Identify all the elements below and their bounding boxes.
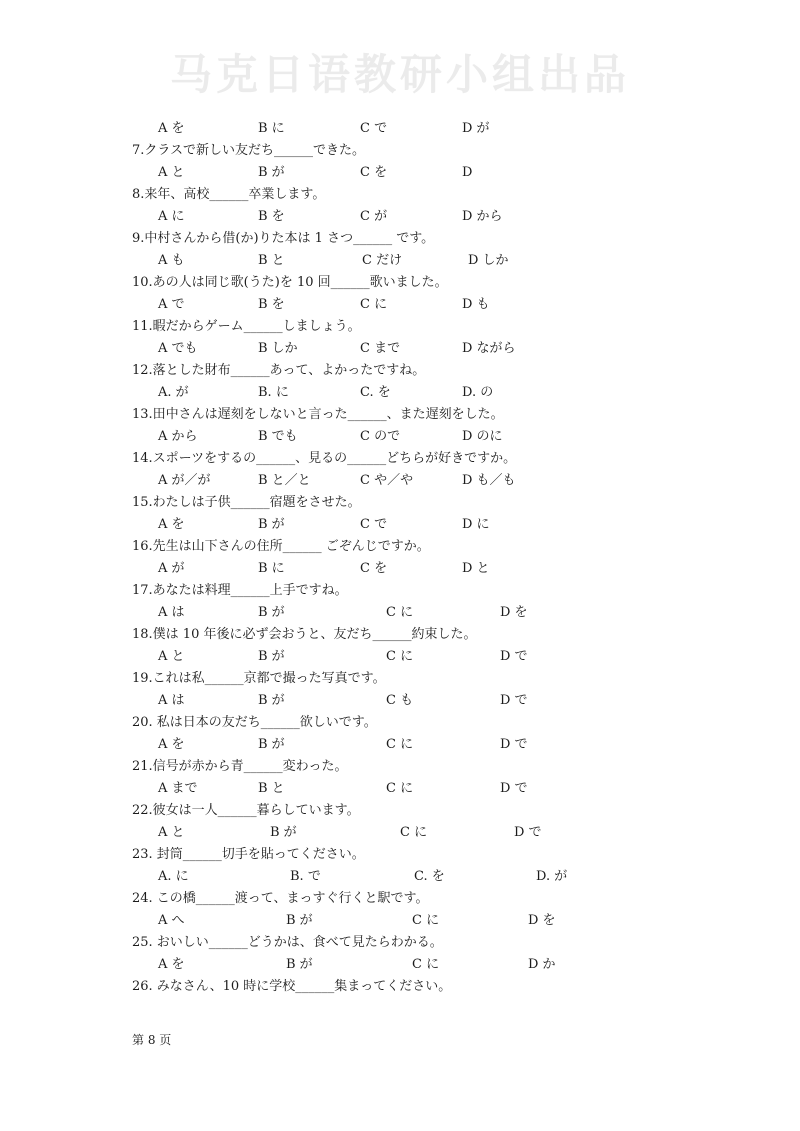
option-a: A と [158,649,185,664]
option-b: B が [270,825,297,840]
option-a: A. に [158,869,189,884]
answer-options [0,910,800,932]
option-d: D を [528,913,556,928]
option-d: D が [462,121,490,136]
option-c: C に [386,649,414,664]
option-a: A から [158,429,198,444]
option-d: D を [500,605,528,620]
question-text: 17.あなたは料理______上手ですね。 [132,583,348,598]
option-a: A が／が [158,473,211,488]
option-c: C. を [414,869,445,884]
question-text: 9.中村さんから借(か)りた本は 1 さつ______ です。 [132,231,435,246]
option-d: D で [500,781,528,796]
option-d: D で [514,825,542,840]
option-b: B が [258,517,285,532]
option-a: A が [158,561,185,576]
question-text: 8.来年、高校______卒業します。 [132,187,326,202]
question-text: 25. おいしい______どうかは、食べて見たらわかる。 [132,935,443,950]
answer-options [0,558,800,580]
option-c: C まで [360,341,401,356]
option-b: B を [258,209,285,224]
answer-options [0,690,800,712]
option-d: D から [462,209,503,224]
question-text: 13.田中さんは遅刻をしないと言った______、また遅刻をした。 [132,407,504,422]
option-c: C に [386,737,414,752]
option-a: A で [158,297,185,312]
answer-options [0,470,800,492]
option-a: A と [158,825,185,840]
question-text: 24. この橋______渡って、まっすぐ行くと駅です。 [132,891,429,906]
option-b: B でも [258,429,298,444]
option-d: D で [500,693,528,708]
option-b: B が [258,737,285,752]
option-b: B. で [290,869,321,884]
option-c: C に [412,957,440,972]
question-text: 11.暇だからゲーム______しましょう。 [132,319,361,334]
option-a: A も [158,253,185,268]
option-b: B. に [258,385,289,400]
option-b: B に [258,561,285,576]
option-a: A は [158,693,185,708]
answer-options [0,426,800,448]
option-d: D に [462,517,490,532]
question-text: 19.これは私______京都で撮った写真です。 [132,671,386,686]
option-a: A を [158,121,185,136]
exercise-list [0,118,800,998]
option-a: A を [158,737,185,752]
option-d: D も／も [462,473,516,488]
option-d: D で [500,737,528,752]
question-text: 23. 封筒______切手を貼ってください。 [132,847,365,862]
option-b: B と [258,781,285,796]
option-d: D で [500,649,528,664]
question-text: 20. 私は日本の友だち______欲しいです。 [132,715,377,730]
answer-options [0,602,800,624]
option-d: D. が [536,869,568,884]
option-b: B と／と [258,473,311,488]
option-c: C. を [360,385,391,400]
question-text: 10.あの人は同じ歌(うた)を 10 回______歌いました。 [132,275,448,290]
answer-options [0,514,800,536]
watermark: 马克日语教研小组出品 [169,50,630,99]
option-c: C を [360,165,388,180]
option-a: A は [158,605,185,620]
answer-options [0,338,800,360]
option-b: B が [258,165,285,180]
question-text: 14.スポーツをするの______、見るの______どちらが好きですか。 [132,451,517,466]
option-a: A を [158,517,185,532]
option-b: B に [258,121,285,136]
option-c: C に [360,297,388,312]
answer-options [0,954,800,976]
option-d: D しか [468,253,509,268]
answer-options [0,822,800,844]
option-b: B と [258,253,285,268]
option-b: B が [258,693,285,708]
answer-options [0,206,800,228]
question-text: 21.信号が赤から青______変わった。 [132,759,348,774]
option-d: D のに [462,429,503,444]
option-b: B が [286,913,313,928]
option-c: C で [360,517,388,532]
option-c: C を [360,561,388,576]
option-c: C に [400,825,428,840]
option-d: D [462,165,473,180]
option-c: C だけ [362,253,403,268]
question-text: 7.クラスで新しい友だち______できた。 [132,143,366,158]
answer-options [0,382,800,404]
option-b: B が [258,649,285,664]
option-a: A に [158,209,185,224]
option-a: A まで [158,781,198,796]
option-d: D と [462,561,490,576]
question-text: 16.先生は山下さんの住所______ ごぞんじですか。 [132,539,430,554]
option-d: D. の [462,385,494,400]
question-text: 15.わたしは子供______宿題をさせた。 [132,495,361,510]
option-b: B が [258,605,285,620]
option-c: C に [386,781,414,796]
answer-options [0,250,800,272]
answer-options [0,734,800,756]
answer-options [0,646,800,668]
answer-options [0,162,800,184]
option-c: C も [386,693,414,708]
option-a: A と [158,165,185,180]
question-text: 18.僕は 10 年後に必ず会おうと、友だち______約束した。 [132,627,477,642]
option-a: A. が [158,385,189,400]
option-d: D ながら [462,341,516,356]
option-c: C や／や [360,473,414,488]
answer-options [0,118,800,140]
answer-options [0,866,800,888]
option-c: C に [412,913,440,928]
question-text: 26. みなさん、10 時に学校______集まってください。 [132,979,452,994]
answer-options [0,294,800,316]
option-c: C に [386,605,414,620]
option-d: D も [462,297,490,312]
question-text: 22.彼女は一人______暮らしています。 [132,803,360,818]
question-text: 12.落とした財布______あって、よかったですね。 [132,363,426,378]
answer-options [0,778,800,800]
page-number: 第 8 页 [132,1033,172,1047]
option-c: C ので [360,429,401,444]
option-a: A でも [158,341,198,356]
option-a: A へ [158,913,185,928]
option-b: B が [286,957,313,972]
option-b: B を [258,297,285,312]
option-c: C が [360,209,388,224]
option-c: C で [360,121,388,136]
option-a: A を [158,957,185,972]
option-b: B しか [258,341,298,356]
option-d: D か [528,957,556,972]
